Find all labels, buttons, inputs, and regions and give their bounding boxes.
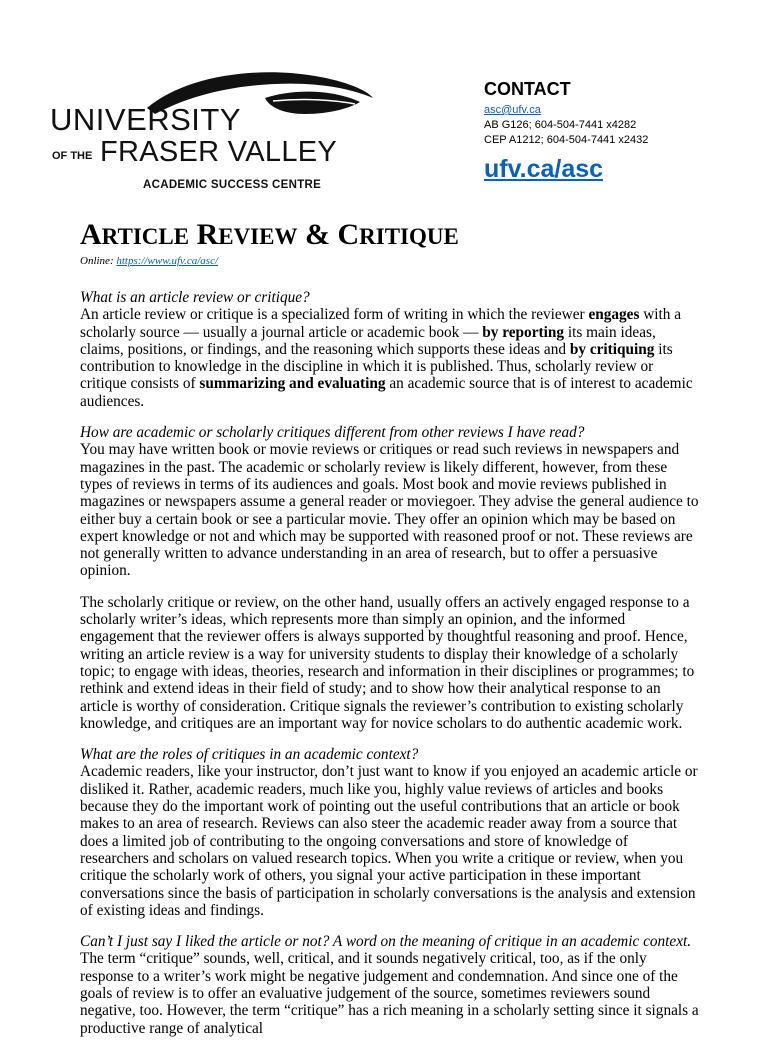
title-initial-c: C xyxy=(337,218,360,251)
section-question-2: How are academic or scholarly critiques different from other reviews I have read? xyxy=(80,424,585,442)
bold-run: summarizing and evaluating xyxy=(199,375,386,393)
section-paragraph-2: You may have written book or movie reviews or critiques or read such reviews in newspapers and magazines in the past. The academic or scholarly review is likely different, however, from these types of reviews in terms of its audiences and goals. Most book and movie reviews published in magazines or newspapers assume a general reader or moviegoer. They advise the general audience to either buy a certain book or see a particular movie. They offer an opinion which may be based on expert knowledge or not and which may be supported with reasoned proof or not. These reviews are not generally written to advance understanding in an area of research, but to offer a persuasive opinion. xyxy=(80,441,699,580)
section-question-4: What are the roles of critiques in an academic context? xyxy=(80,746,419,764)
text-run: an academic source that is of interest to academic audiences. xyxy=(80,375,693,410)
bold-run: by critiquing xyxy=(569,340,655,358)
logo-of-the-text: OF THE xyxy=(52,150,93,162)
title-initial-r: R xyxy=(196,218,219,251)
section-paragraph-4: Academic readers, like your instructor, don’t just want to know if you enjoyed an academic article or disliked it. Rather, academic readers, much like you, highly value reviews of articles and books because they do the important work of pointing out the useful contributions that an article or book makes to an area of research. Reviews can also steer the academic reader away from a source that does a limited job of contributing to the ongoing conversations and store of knowledge of researchers and scholars on valued research topics. When you write a critique or review, when you critique the scholarly work of others, you signal your active participation in these important conversations since the basis of participation in scholarly conversations is the analysis and extension of existing ideas and findings. xyxy=(80,763,698,919)
title-ampersand: & xyxy=(304,218,330,251)
page-title xyxy=(80,218,459,254)
title-initial-a: A xyxy=(80,218,102,251)
article-body xyxy=(80,289,700,1051)
bold-run: by reporting xyxy=(482,323,564,341)
text-run: An article review or critique is a specialized form of writing in which the reviewer xyxy=(80,306,589,324)
text-run: its contribution to knowledge in the discipline in which it is published. Thus, scholarly review or critique consists of xyxy=(80,340,673,393)
contact-phone-ab: AB G126; 604-504-7441 x4282 xyxy=(484,119,637,131)
section-paragraph-1 xyxy=(80,306,700,410)
section-question-5: Can’t I just say I liked the article or not? A word on the meaning of critique in an academic context. xyxy=(80,933,692,951)
contact-phone-cep: CEP A1212; 604-504-7441 x2432 xyxy=(484,134,649,146)
online-label: Online: xyxy=(80,255,114,267)
bold-run: engages xyxy=(588,306,640,324)
section-paragraph-5: The term “critique” sounds, well, critical, and it sounds negatively critical, too, as if the only response to a writer’s work might be negative judgement and condemnation. And since one of the goals of review is to offer an evaluative judgement of the source, sometimes reviewers sound negative, too. However, the term “critique” has a rich meaning in a scholarly setting since it signals a productive range of analytical xyxy=(80,950,699,1037)
logo-university-text: UNIVERSITY xyxy=(50,102,242,137)
section-paragraph-3: The scholarly critique or review, on the other hand, usually offers an actively engaged response to a scholarly writer’s ideas, which represents more than simply an opinion, and the informed engagement that the reviewer offers is always supported by thoughtful reasoning and proof. Hence, writing an article review is a way for university students to display their knowledge of a scholarly topic; to engage with ideas, theories, research and information in their disciplines or programmes; to rethink and extend ideas in their field of study; and to show how their analytical response to an article is worthy of consideration. Critique signals the reviewer’s contribution to existing scholarly knowledge, and critiques are an important way for novice scholars to do authentic academic work. xyxy=(80,593,695,732)
logo-fraser-valley-text: FRASER VALLEY xyxy=(100,136,338,168)
contact-url-link[interactable]: ufv.ca/asc xyxy=(484,155,604,183)
title-word-critique: RITIQUE xyxy=(359,224,459,249)
ufv-logo xyxy=(50,68,370,193)
text-run: with a scholarly source — usually a journal article or academic book — xyxy=(80,306,682,341)
online-url-link[interactable]: https://www.ufv.ca/asc/ xyxy=(116,255,219,267)
section-question-1: What is an article review or critique? xyxy=(80,289,310,306)
contact-block xyxy=(484,78,648,184)
online-line xyxy=(80,254,218,268)
title-word-article: RTICLE xyxy=(101,224,190,249)
contact-heading: CONTACT xyxy=(484,79,571,99)
title-word-review: EVIEW xyxy=(218,224,298,249)
logo-centre-text: ACADEMIC SUCCESS CENTRE xyxy=(143,179,322,191)
contact-email-link[interactable]: asc@ufv.ca xyxy=(484,104,541,116)
text-run: its main ideas, claims, positions, or findings, and the reasoning which supports these ideas and xyxy=(80,323,656,358)
